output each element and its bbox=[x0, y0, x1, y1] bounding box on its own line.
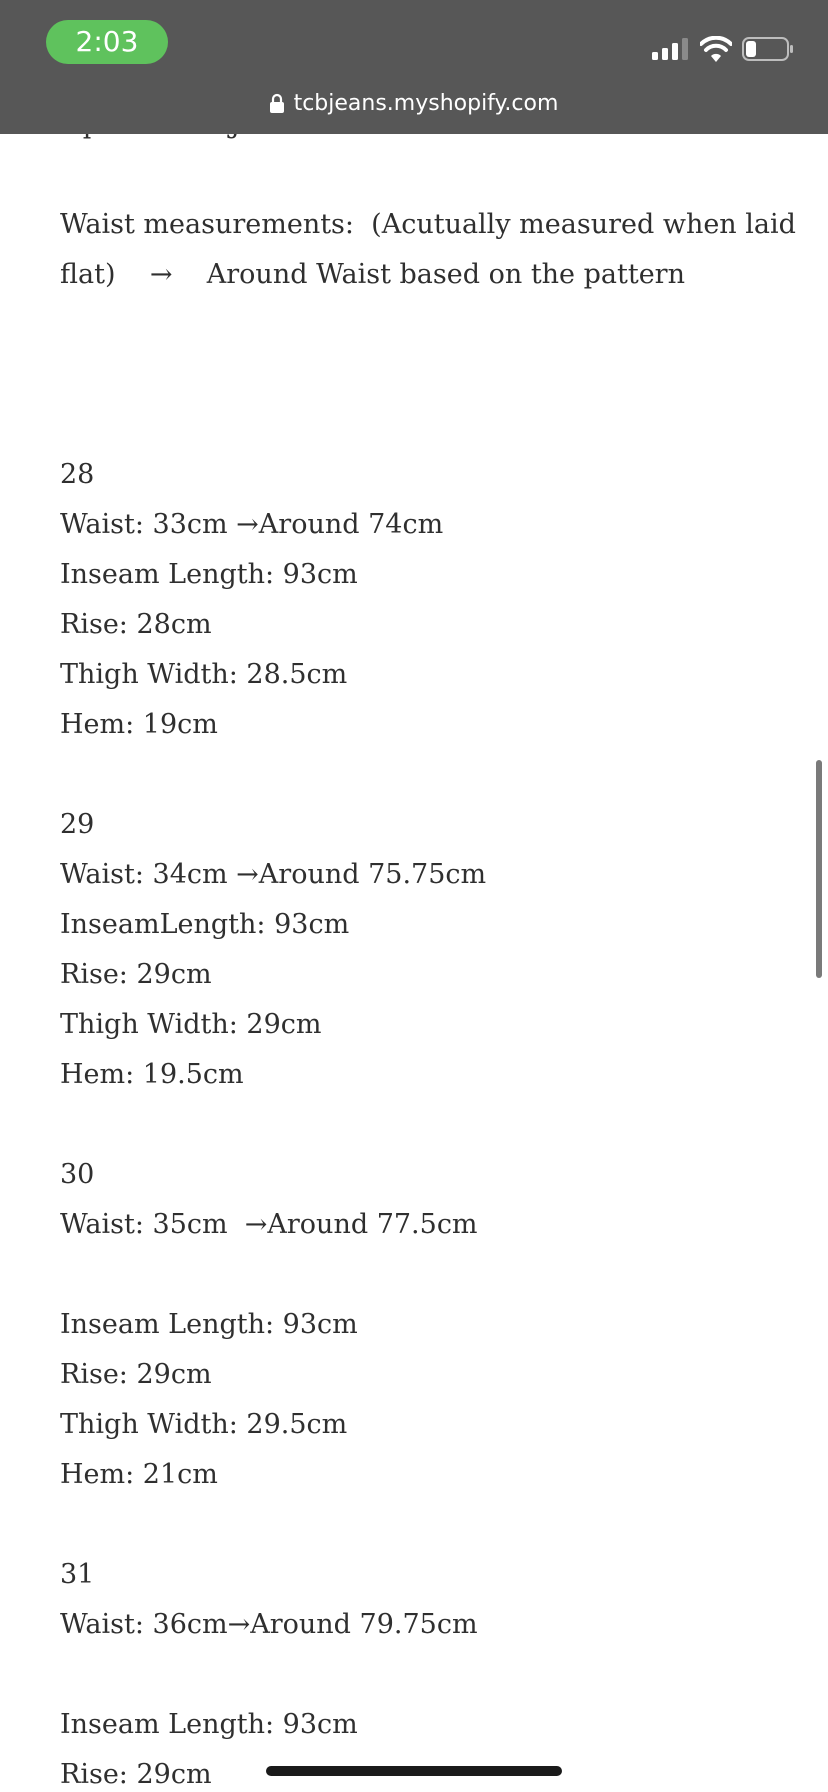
status-bar bbox=[0, 0, 828, 134]
waist-line: Waist: 33cm →Around 74cm bbox=[60, 509, 444, 540]
lock-icon bbox=[270, 93, 284, 113]
inseam-line: Inseam Length: 93cm bbox=[60, 559, 358, 590]
thigh-line: Thigh Width: 29.5cm bbox=[60, 1409, 348, 1440]
waist-line: Waist: 35cm →Around 77.5cm bbox=[60, 1209, 478, 1240]
thigh-line: Thigh Width: 29cm bbox=[60, 1009, 322, 1040]
wifi-icon bbox=[700, 36, 732, 62]
size-label: 28 bbox=[60, 459, 95, 490]
size-label: 30 bbox=[60, 1159, 95, 1190]
inseam-line: Inseam Length: 93cm bbox=[60, 1709, 358, 1740]
waist-line: Waist: 36cm→Around 79.75cm bbox=[60, 1609, 478, 1640]
scrollbar[interactable] bbox=[816, 760, 822, 978]
rise-line: Rise: 29cm bbox=[60, 1359, 212, 1390]
inseam-line: InseamLength: 93cm bbox=[60, 909, 350, 940]
signal-icon bbox=[652, 38, 690, 60]
hem-line: Hem: 21cm bbox=[60, 1459, 218, 1490]
battery-icon bbox=[742, 36, 794, 62]
waist-line: Waist: 34cm →Around 75.75cm bbox=[60, 859, 487, 890]
article-content bbox=[60, 100, 796, 1792]
intro-line: flat) → Around Waist based on the pattern bbox=[60, 259, 685, 290]
size-label: 29 bbox=[60, 809, 95, 840]
size-block-31 bbox=[60, 1550, 770, 1792]
rise-line: Rise: 29cm bbox=[60, 959, 212, 990]
rise-line: Rise: 28cm bbox=[60, 609, 212, 640]
size-block-28 bbox=[60, 450, 770, 750]
hem-line: Hem: 19cm bbox=[60, 709, 218, 740]
rise-line: Rise: 29cm bbox=[60, 1759, 212, 1790]
home-indicator[interactable] bbox=[266, 1766, 562, 1776]
url-text: tcbjeans.myshopify.com bbox=[293, 90, 559, 116]
hem-line: Hem: 19.5cm bbox=[60, 1059, 244, 1090]
address-bar[interactable] bbox=[0, 86, 828, 120]
size-label: 31 bbox=[60, 1559, 95, 1590]
size-block-30 bbox=[60, 1150, 770, 1500]
thigh-line: Thigh Width: 28.5cm bbox=[60, 659, 348, 690]
size-block-29 bbox=[60, 800, 770, 1100]
inseam-line: Inseam Length: 93cm bbox=[60, 1309, 358, 1340]
status-time: 2:03 bbox=[46, 20, 168, 64]
intro-line: Waist measurements: (Acutually measured when laid bbox=[60, 209, 796, 240]
